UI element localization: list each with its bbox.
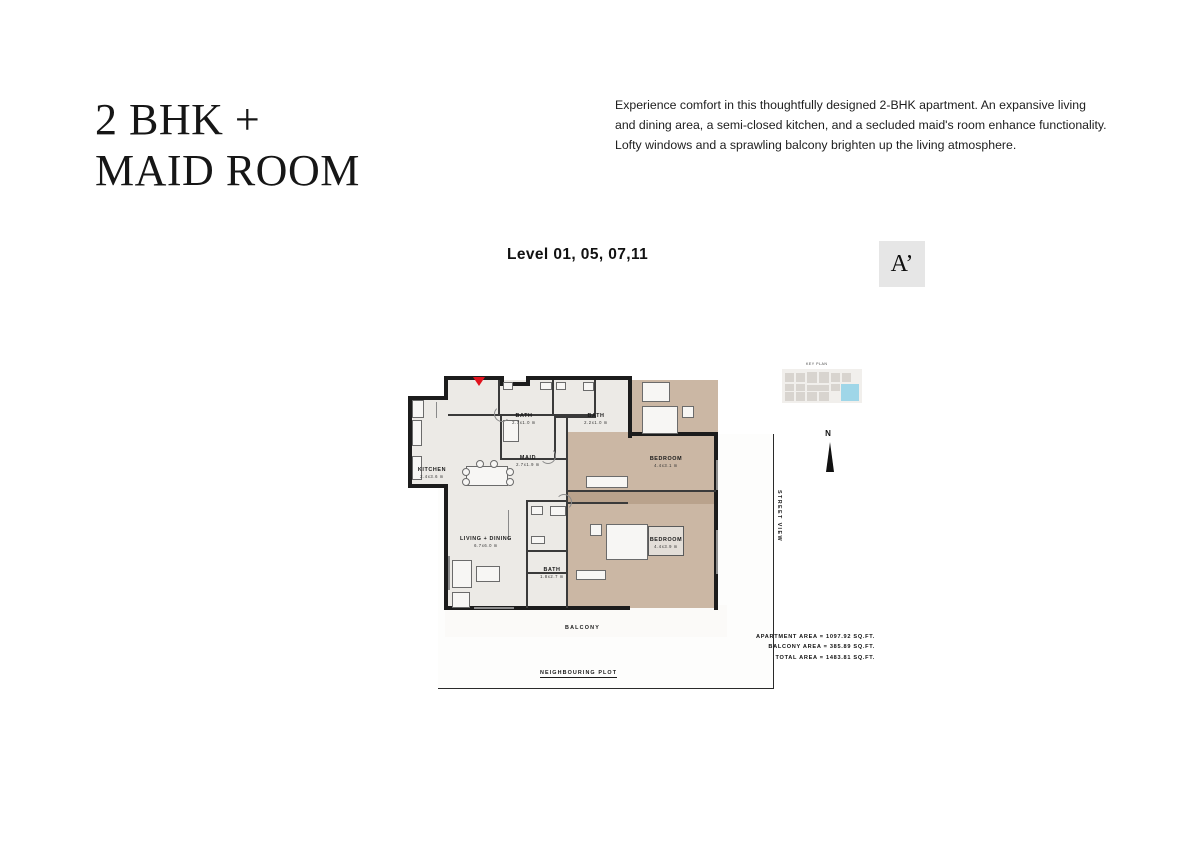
key-plan-unit bbox=[785, 392, 794, 401]
room-label-bath-3: BATH 1.8x2.7 m bbox=[540, 567, 564, 580]
room-label-living-dining: LIVING + DINING 6.7x6.0 m bbox=[460, 536, 512, 549]
wall-bath-partition-3 bbox=[594, 380, 596, 416]
key-plan-unit bbox=[807, 392, 817, 401]
bath1-wc bbox=[503, 382, 513, 390]
bedroom-lower-wardrobe bbox=[586, 476, 628, 488]
dining-chair-2 bbox=[462, 478, 470, 486]
wall-exterior-bottom bbox=[444, 606, 630, 610]
key-plan-unit bbox=[785, 384, 794, 391]
apartment-description: Experience comfort in this thoughtfully designed 2-BHK apartment. An expansive living and dining area, a semi-closed kitchen, and a secluded maid's room enhance functionality. Lofty windows and a sprawling balcony brighten up the living atmosphere. bbox=[615, 98, 1107, 152]
wall-between-bedrooms bbox=[568, 490, 716, 492]
wall-exterior-right-lower bbox=[714, 432, 718, 610]
key-plan-unit bbox=[842, 373, 851, 382]
room-label-maid: MAID 2.7x1.9 m bbox=[516, 455, 540, 468]
balcony-area: BALCONY AREA = 385.89 SQ.FT. bbox=[768, 644, 875, 651]
balcony-label: BALCONY bbox=[565, 625, 601, 631]
dining-chair-6 bbox=[490, 460, 498, 468]
north-arrow-highlight bbox=[827, 442, 835, 472]
dining-chair-5 bbox=[476, 460, 484, 468]
key-plan-highlight bbox=[841, 384, 859, 401]
room-label-kitchen: KITCHEN 2.4x3.6 m bbox=[417, 467, 447, 480]
kitchen-counter-2 bbox=[412, 420, 422, 446]
wall-bath-lower-top bbox=[568, 502, 628, 504]
window-bedroom-right-upper bbox=[716, 460, 718, 490]
bedroom-upper-nightstand bbox=[682, 406, 694, 418]
unit-badge: A’ bbox=[879, 241, 925, 287]
key-plan-unit bbox=[785, 373, 794, 382]
bath1-basin bbox=[540, 382, 552, 390]
area-summary bbox=[700, 632, 875, 663]
level-label: Level 01, 05, 07,11 bbox=[507, 246, 649, 263]
north-arrow-icon bbox=[815, 430, 841, 478]
street-view-label: STREET VIEW bbox=[776, 490, 782, 542]
key-plan-unit bbox=[796, 392, 805, 401]
bath3-basin bbox=[531, 536, 545, 544]
key-plan-core bbox=[807, 385, 829, 391]
apartment-area: APARTMENT AREA = 1097.92 SQ.FT. bbox=[756, 634, 875, 640]
window-living-bottom bbox=[474, 607, 514, 609]
dining-chair-4 bbox=[506, 478, 514, 486]
key-plan bbox=[782, 362, 862, 403]
page-title bbox=[95, 95, 515, 196]
living-coffee-table bbox=[476, 566, 500, 582]
neighbouring-plot-label: NEIGHBOURING PLOT bbox=[540, 670, 618, 676]
window-living-left bbox=[448, 556, 450, 590]
key-plan-unit bbox=[819, 392, 829, 401]
window-bedroom-right-lower bbox=[716, 530, 718, 574]
page-title-line-1: 2 BHK + bbox=[95, 95, 261, 144]
key-plan-unit bbox=[831, 373, 840, 382]
bedroom-lower-nightstand bbox=[590, 524, 602, 536]
floor-plan bbox=[390, 360, 890, 690]
bath2-wc bbox=[556, 382, 566, 390]
entry-marker-icon bbox=[473, 377, 485, 386]
room-label-bedroom-lower: BEDROOM 4.4x3.9 m bbox=[649, 537, 683, 550]
dining-table bbox=[466, 466, 508, 486]
door-arc-bedroom bbox=[556, 494, 572, 510]
wall-exterior-kitchen-bottom bbox=[408, 484, 448, 488]
key-plan-unit bbox=[819, 372, 829, 383]
dining-chair-1 bbox=[462, 468, 470, 476]
bedroom-lower-console bbox=[576, 570, 606, 580]
wall-exterior-top-b bbox=[526, 376, 632, 380]
kitchen-divider bbox=[436, 402, 437, 418]
key-plan-caption: KEY PLAN bbox=[806, 362, 828, 366]
key-plan-unit bbox=[831, 384, 840, 391]
wall-bath-lower-bottom bbox=[528, 550, 568, 552]
wall-exterior-right-upper bbox=[628, 376, 632, 438]
key-plan-unit bbox=[796, 373, 805, 382]
room-label-bath-1: BATH 2.7x1.0 m bbox=[512, 413, 536, 426]
wall-living-right bbox=[526, 500, 528, 608]
room-label-bath-2: BATH 2.2x1.0 m bbox=[584, 413, 608, 426]
bedroom-upper-bed bbox=[642, 406, 678, 434]
wall-kitchen-top bbox=[448, 414, 500, 416]
living-sofa bbox=[452, 560, 472, 588]
bedroom-upper-wardrobe bbox=[642, 382, 670, 402]
north-label: N bbox=[825, 429, 831, 438]
bath2-shower bbox=[583, 382, 594, 391]
dining-chair-3 bbox=[506, 468, 514, 476]
room-label-bedroom-upper: BEDROOM 4.4x3.1 m bbox=[649, 456, 683, 469]
living-armchair bbox=[452, 592, 470, 608]
kitchen-counter-1 bbox=[412, 400, 424, 418]
key-plan-unit bbox=[807, 372, 817, 383]
page-title-line-2: MAID ROOM bbox=[95, 145, 360, 195]
total-area: TOTAL AREA = 1483.81 SQ.FT. bbox=[775, 654, 875, 661]
wall-bath-partition-2 bbox=[552, 380, 554, 416]
bath3-wc bbox=[531, 506, 543, 515]
key-plan-unit bbox=[796, 384, 805, 391]
